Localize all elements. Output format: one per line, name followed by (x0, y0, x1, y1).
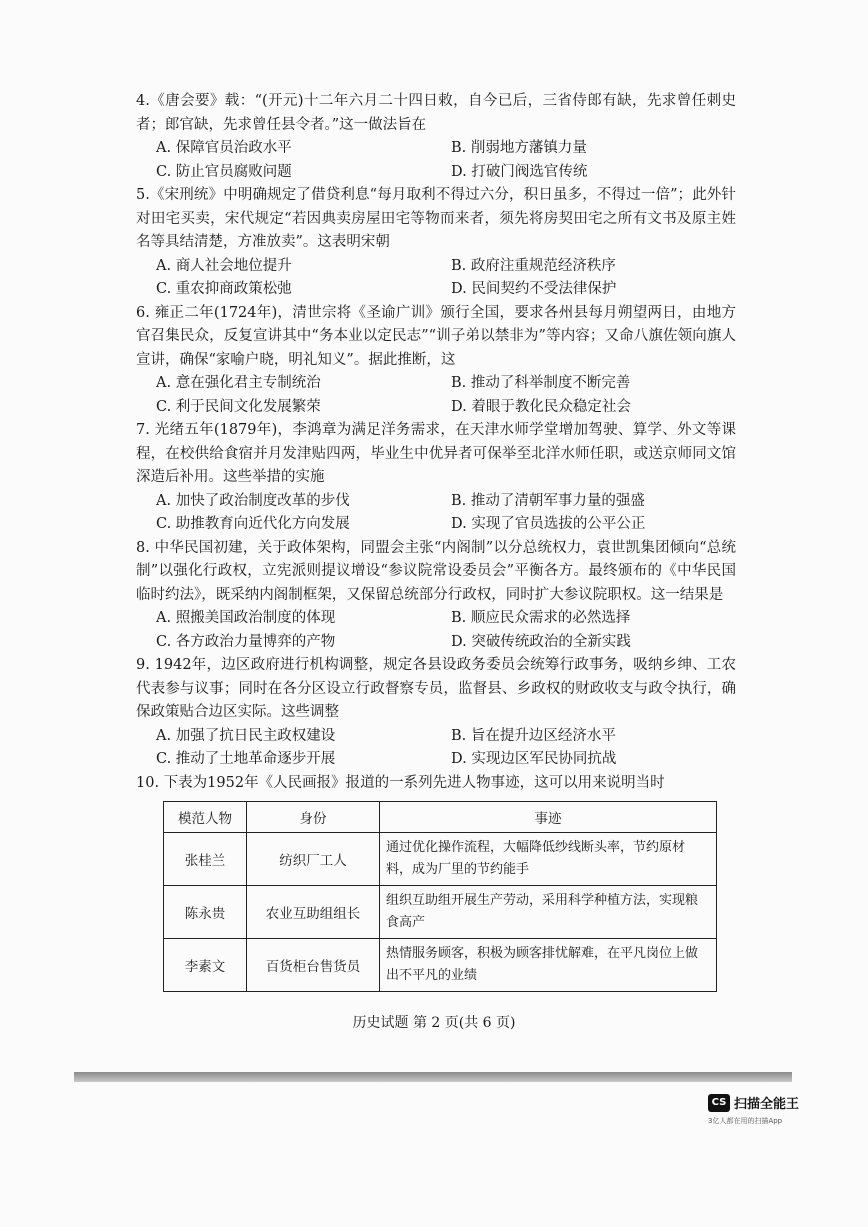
model-workers-table (163, 801, 717, 992)
table-cell: 李素文 (164, 939, 247, 992)
question-5 (136, 184, 736, 302)
option-a: A. 照搬美国政治制度的体现 (156, 610, 336, 626)
option-b: B. 政府注重规范经济秩序 (451, 257, 616, 274)
table-cell: 陈永贵 (164, 886, 247, 939)
question-7 (136, 419, 736, 537)
option-a: A. 商人社会地位提升 (156, 257, 292, 274)
column-header: 事迹 (380, 802, 717, 833)
scanner-watermark (708, 1093, 799, 1112)
option-c: C. 推动了土地革命逐步开展 (156, 751, 336, 767)
scanner-tagline: 3亿人都在用的扫描App (708, 1117, 783, 1125)
question-stem: 4.《唐会要》载：“(开元)十二年六月二十四日敕，自今已后，三省侍郎有缺，先求曾任刺史者；郎官缺，先求曾任县令者。”这一做法旨在 (136, 93, 736, 133)
column-header: 身份 (247, 802, 380, 833)
option-c: C. 助推教育向近代化方向发展 (156, 516, 350, 532)
option-grid (136, 490, 736, 537)
question-stem: 7. 光绪五年(1879年)，李鸿章为满足洋务需求，在天津水师学堂增加驾驶、算学、外文等课程，在校供给食宿并月发津贴四两，毕业生中优异者可保举至北洋水师任职，或送京师同文馆深造后补用。这些举措的实施 (136, 422, 736, 485)
question-4 (136, 90, 736, 184)
table-cell: 纺织厂工人 (247, 833, 380, 886)
page-footer: 历史试题 第 2 页(共 6 页) (352, 1015, 516, 1031)
option-a: A. 加强了抗日民主政权建设 (156, 727, 336, 744)
table-cell: 通过优化操作流程，大幅降低纱线断头率，节约原材料，成为厂里的节约能手 (380, 833, 717, 886)
question-stem: 8. 中华民国初建，关于政体架构，同盟会主张“内阁制”以分总统权力，袁世凯集团倾向“总统制”以强化行政权，立宪派则提议增设“参议院常设委员会”平衡各方。最终颁布的《中华民国临时约法》，既采纳内阁制框架，又保留总统部分行政权，同时扩大参议院职权。这一结果是 (136, 539, 736, 603)
option-d: D. 着眼于教化民众稳定社会 (451, 398, 631, 415)
option-b: B. 旨在提升边区经济水平 (451, 727, 616, 744)
option-c: C. 各方政治力量博弈的产物 (156, 633, 336, 650)
question-9 (136, 654, 736, 772)
option-b: B. 削弱地方藩镇力量 (451, 140, 587, 156)
option-c: C. 重农抑商政策松弛 (156, 281, 292, 297)
option-b: B. 推动了科举制度不断完善 (451, 375, 631, 391)
table-cell: 农业互助组组长 (247, 886, 380, 939)
question-list (136, 90, 736, 992)
table-cell: 组织互助组开展生产劳动，采用科学种植方法，实现粮食高产 (380, 886, 717, 939)
question-stem: 5.《宋刑统》中明确规定了借贷利息“每月取利不得过六分，积日虽多，不得过一倍”；此外针对田宅买卖，宋代规定“若因典卖房屋田宅等物而来者，须先将房契田宅之所有文书及原主姓名等具结清楚，方准放卖”。这表明宋朝 (136, 187, 736, 250)
option-b: B. 推动了清朝军事力量的强盛 (451, 492, 645, 509)
scan-shadow-edge (74, 1072, 792, 1082)
question-10 (136, 772, 736, 993)
option-grid (136, 607, 736, 654)
option-grid (136, 255, 736, 302)
option-a: A. 加快了政治制度改革的步伐 (156, 492, 350, 509)
question-stem: 6. 雍正二年(1724年)，清世宗将《圣谕广训》颁行全国，要求各州县每月朔望两日，由地方官召集民众，反复宣讲其中“务本业以定民志”“训子弟以禁非为”等内容；又命八旗佐领向旗人宣讲，确保“家喻户晓，明礼知义”。据此推断，这 (136, 304, 736, 368)
table-cell: 张桂兰 (164, 833, 247, 886)
option-a: A. 意在强化君主专制统治 (156, 375, 321, 391)
option-c: C. 防止官员腐败问题 (156, 163, 292, 180)
table-header-row (164, 802, 717, 833)
scanner-brand: 扫描全能王 (734, 1097, 800, 1112)
option-grid (136, 137, 736, 184)
option-d: D. 打破门阀选官传统 (451, 163, 588, 180)
table-row (164, 939, 717, 992)
column-header: 模范人物 (164, 802, 247, 833)
option-d: D. 突破传统政治的全新实践 (451, 633, 631, 650)
table-cell: 热情服务顾客，积极为顾客排忧解难，在平凡岗位上做出不平凡的业绩 (380, 939, 717, 992)
table-row (164, 833, 717, 886)
camscanner-logo-icon: CS (708, 1094, 730, 1112)
option-d: D. 实现了官员选拔的公平公正 (451, 516, 646, 532)
question-stem: 9. 1942年，边区政府进行机构调整，规定各县设政务委员会统筹行政事务，吸纳乡绅、工农代表参与议事；同时在各分区设立行政督察专员，监督县、乡政权的财政收支与政令执行，确保政策贴合边区实际。这些调整 (136, 657, 736, 720)
option-grid (136, 725, 736, 772)
question-stem: 10. 下表为1952年《人民画报》报道的一系列先进人物事迹，这可以用来说明当时 (136, 774, 665, 791)
option-b: B. 顺应民众需求的必然选择 (451, 610, 631, 626)
table-cell: 百货柜台售货员 (247, 939, 380, 992)
question-8 (136, 537, 736, 655)
option-d: D. 民间契约不受法律保护 (451, 281, 617, 297)
table-row (164, 886, 717, 939)
option-grid (136, 372, 736, 419)
question-6 (136, 302, 736, 420)
option-a: A. 保障官员治政水平 (156, 140, 292, 156)
option-d: D. 实现边区军民协同抗战 (451, 751, 617, 767)
option-c: C. 利于民间文化发展繁荣 (156, 398, 321, 415)
